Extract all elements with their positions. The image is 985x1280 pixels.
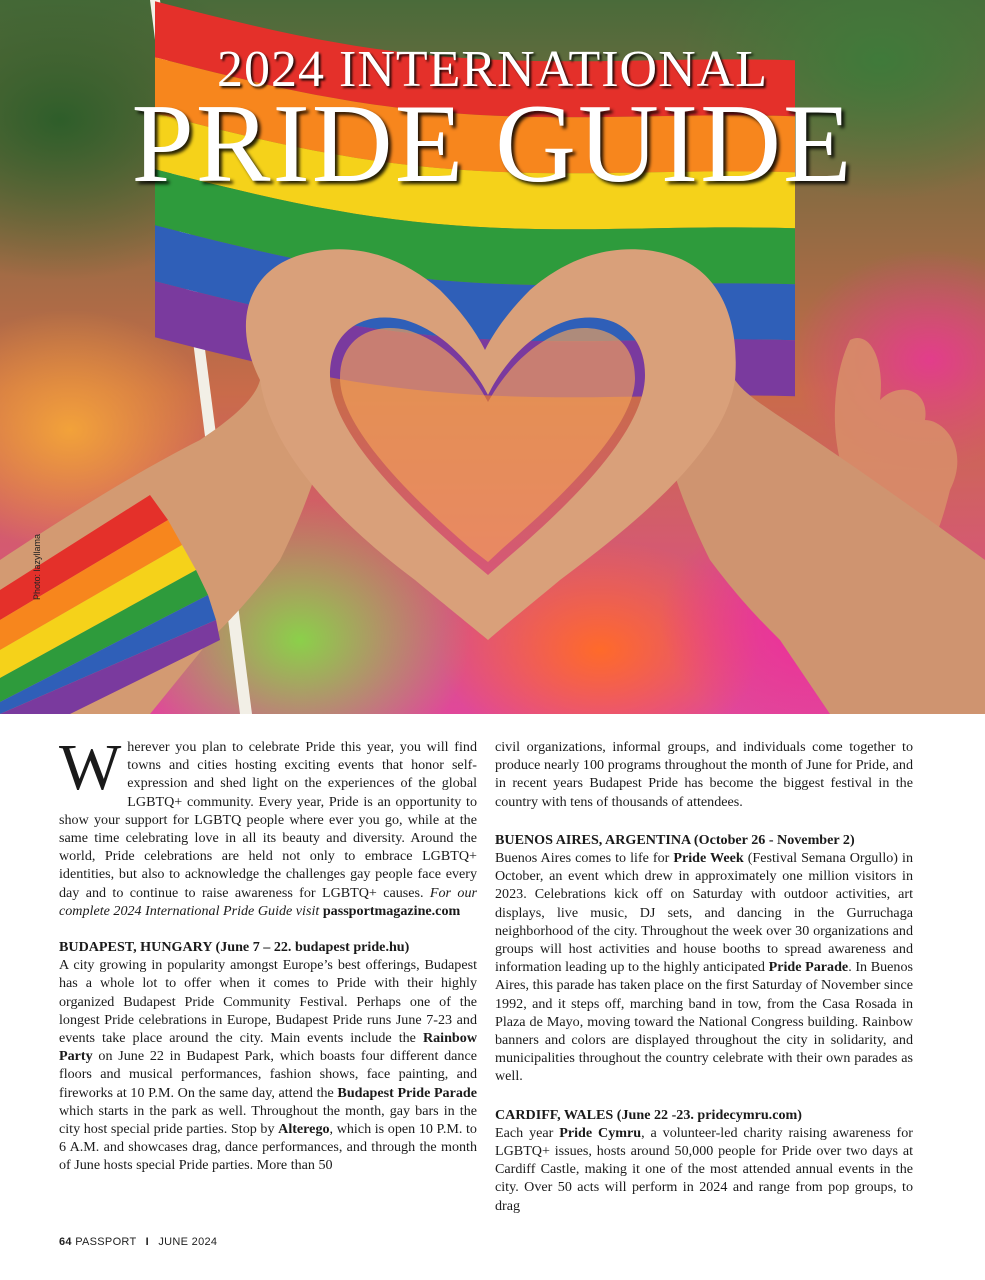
buenos-aires-text-2: (Festival Semana Orgullo) in October, an event which drew in approximately one million visitors in 2023. Celebrations kick off on Saturday with outdoor activities, art displays, live music, DJ sets, and dancing in the Gurruchaga neighborhood of the city. Throughout the week over 30 organizations and groups will host activities and house booths to spread awareness and information leading up to the highly anticipated xyxy=(495,850,913,976)
website-link[interactable]: passportmagazine.com xyxy=(322,902,461,919)
intro-italic: For our complete 2024 International Pride Guide visit xyxy=(59,884,477,919)
intro-paragraph xyxy=(59,731,477,920)
photo-credit: Photo: lazyllama xyxy=(32,533,42,600)
budapest-pride-parade-bold: Budapest Pride Parade xyxy=(337,1084,477,1101)
budapest-text-1: A city growing in popularity amongst Europe’s best offerings, Budapest has a whole lot to offer when it comes to Pride with their highly organized Budapest Pride Community Festival. Perhaps one of the longest Pride celebrations in Europe, Budapest Pride runs June 7-23 and events take place around the city. Main events include the xyxy=(59,957,477,1047)
article-column-right xyxy=(495,738,913,1215)
budapest-text-4: , which is open 10 P.M. to 6 A.M. and showcases drag, dance performances, and through the month of June hosts special Pride parties. More than 50 xyxy=(59,1121,477,1174)
page-footer xyxy=(59,1236,217,1248)
article-column-left xyxy=(59,731,477,1175)
cardiff-paragraph xyxy=(495,1124,913,1215)
cardiff-heading: CARDIFF, WALES (June 22 -23. pridecymru.com) xyxy=(495,1106,802,1123)
buenos-aires-text-3: . In Buenos Aires, this parade has taken place on the first Saturday of November since 1992, and it steps off, marching band in tow, from the Casa Rosada in Plaza de Mayo, moving toward the National Congress building. Rainbow banners and colors are displayed throughout the city in solidarity, and municipalities throughout the country celebrate with their own parades as well. xyxy=(495,959,914,1085)
alterego-bold: Alterego xyxy=(278,1121,330,1138)
buenos-aires-paragraph xyxy=(495,849,913,1086)
intro-text: herever you plan to celebrate Pride this year, you will find towns and cities hosting exciting events that honor self-expression and shed light on the experiences of the global LGBTQ+ community. Every year, Pride is an opportunity to show your support for LGBTQ people where ever you go, while at the same time celebrating love in all its beauty and diversity. Around the world, Pride celebrations are held not only to embrace LGBTQ+ identities, but also to acknowledge the challenges gay people face every day and to continue to raise awareness for LGBTQ+ causes. xyxy=(59,739,477,901)
title-line-2: PRIDE GUIDE xyxy=(131,82,854,206)
page-number: 64 xyxy=(59,1236,72,1248)
budapest-paragraph xyxy=(59,956,477,1174)
cardiff-text-1: Each year xyxy=(495,1124,560,1141)
pride-week-bold: Pride Week xyxy=(673,850,744,867)
issue-date: JUNE 2024 xyxy=(158,1236,218,1248)
pride-cymru-bold: Pride Cymru xyxy=(559,1124,642,1141)
rainbow-party-bold: Rainbow Party xyxy=(59,1030,477,1065)
budapest-text-3: which starts in the park as well. Throughout the month, gay bars in the city host special pride parties. Stop by xyxy=(59,1102,477,1138)
budapest-heading: BUDAPEST, HUNGARY (June 7 – 22. budapest pride.hu) xyxy=(59,939,410,956)
budapest-text-2: on June 22 in Budapest Park, which boasts four different dance floors and musical performances, fashion shows, face painting, and fireworks at 10 P.M. On the same day, attend the xyxy=(59,1048,477,1101)
buenos-aires-text-1: Buenos Aires comes to life for xyxy=(495,850,674,867)
magazine-name: PASSPORT xyxy=(75,1236,137,1248)
pride-parade-bold: Pride Parade xyxy=(768,959,849,976)
cardiff-text-2: , a volunteer-led charity raising awareness for LGBTQ+ issues, hosts around 50,000 people for Pride over two days at Cardiff Castle, making it one of the most attended annual events in the city. Over 50 acts will perform in 2024 and range from pop groups, to drag xyxy=(495,1124,913,1214)
drop-cap: W xyxy=(59,731,122,804)
footer-separator: I xyxy=(145,1236,150,1248)
title-line-1: 2024 INTERNATIONAL xyxy=(217,41,768,98)
budapest-paragraph-continued: civil organizations, informal groups, and individuals come together to produce nearly 100 programs throughout the month of June for Pride, and in recent years Budapest Pride has become the biggest festival in the country with tens of thousands of attendees. xyxy=(495,739,913,810)
buenos-aires-heading: BUENOS AIRES, ARGENTINA (October 26 - November 2) xyxy=(495,831,855,848)
